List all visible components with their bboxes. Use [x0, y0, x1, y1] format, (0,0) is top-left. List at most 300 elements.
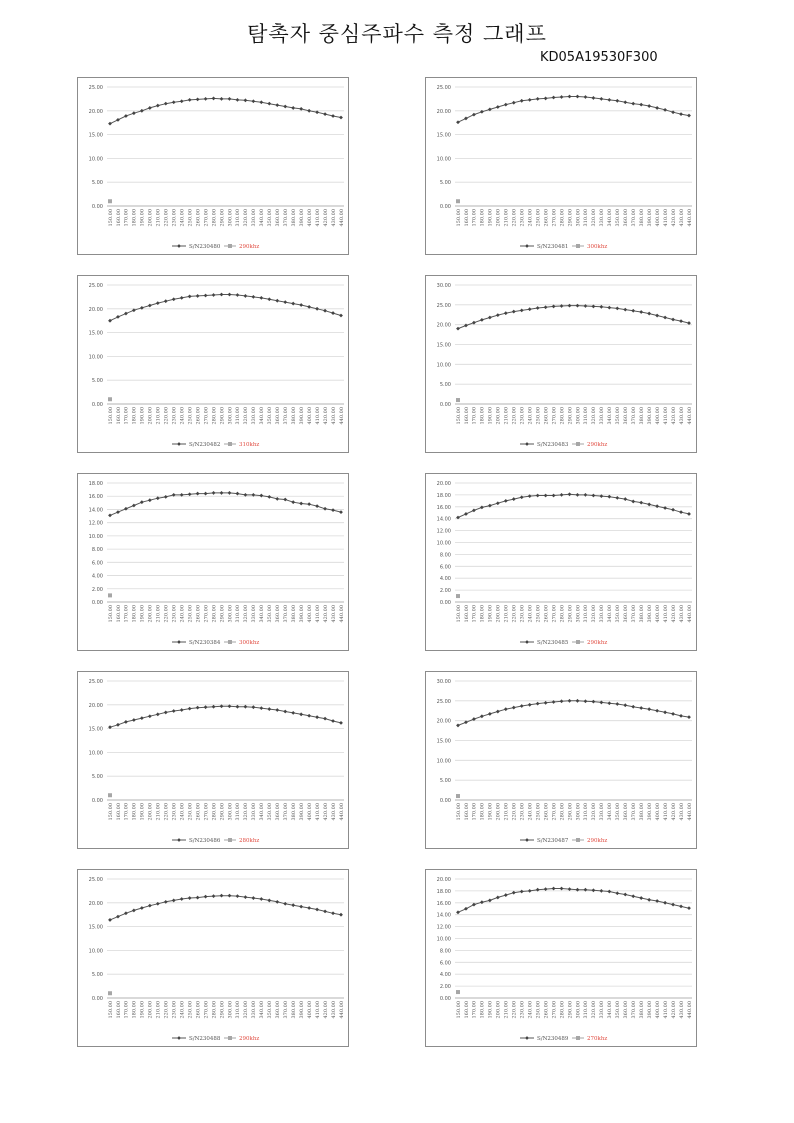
data-point: [196, 294, 200, 298]
x-tick-label: 250.00: [187, 803, 194, 821]
x-tick-label: 370.00: [631, 209, 638, 227]
data-point: [599, 97, 603, 101]
data-point: [544, 887, 548, 891]
data-point: [671, 508, 675, 512]
data-point: [299, 905, 303, 909]
x-tick-label: 430.00: [330, 803, 337, 821]
x-tick-label: 300.00: [227, 605, 234, 623]
x-tick-label: 240.00: [179, 605, 186, 623]
data-point: [504, 311, 508, 315]
x-tick-label: 400.00: [654, 605, 661, 623]
x-tick-label: 400.00: [654, 407, 661, 425]
data-point: [291, 302, 295, 306]
x-tick-label: 370.00: [283, 209, 290, 227]
data-point: [623, 100, 627, 104]
legend-ref-label: 290khz: [239, 244, 260, 250]
x-tick-label: 150.00: [107, 407, 114, 425]
data-point: [464, 907, 468, 911]
x-tick-label: 370.00: [283, 407, 290, 425]
x-tick-label: 240.00: [179, 1001, 186, 1019]
x-tick-label: 160.00: [463, 209, 470, 227]
x-tick-label: 390.00: [646, 803, 653, 821]
x-tick-label: 170.00: [123, 1001, 130, 1019]
x-tick-label: 250.00: [535, 209, 542, 227]
data-point: [655, 314, 659, 318]
data-point: [512, 706, 516, 710]
data-point: [655, 504, 659, 508]
x-tick-label: 170.00: [123, 407, 130, 425]
chart-6-svg: [426, 474, 698, 652]
x-tick-label: 210.00: [155, 1001, 162, 1019]
x-tick-label: 220.00: [511, 1001, 518, 1019]
data-point: [512, 497, 516, 501]
x-tick-label: 160.00: [115, 803, 122, 821]
x-tick-label: 260.00: [543, 803, 550, 821]
x-tick-label: 150.00: [107, 1001, 114, 1019]
x-tick-label: 400.00: [306, 407, 313, 425]
data-point: [592, 700, 596, 704]
x-tick-label: 230.00: [519, 1001, 526, 1019]
x-tick-label: 290.00: [567, 1001, 574, 1019]
y-tick-label: 20.00: [436, 481, 451, 487]
y-tick-label: 25.00: [436, 85, 451, 91]
data-point: [307, 109, 311, 113]
data-point: [472, 321, 476, 325]
data-point: [291, 711, 295, 715]
y-tick-label: 5.00: [91, 972, 103, 979]
data-point: [180, 99, 184, 103]
y-tick-label: 0.00: [91, 798, 103, 804]
x-tick-label: 150.00: [455, 605, 462, 623]
data-point: [520, 704, 524, 708]
chart-8: [425, 671, 697, 849]
x-tick-label: 300.00: [227, 1001, 234, 1019]
x-tick-label: 420.00: [322, 803, 329, 821]
x-tick-label: 240.00: [527, 803, 534, 821]
data-point: [196, 97, 200, 101]
x-tick-label: 190.00: [139, 1001, 146, 1019]
data-point: [212, 894, 216, 898]
y-tick-label: 6.00: [439, 960, 451, 967]
y-tick-label: 12.00: [436, 528, 451, 535]
y-tick-label: 15.00: [88, 924, 103, 931]
x-tick-label: 280.00: [559, 803, 566, 821]
x-tick-label: 410.00: [314, 407, 321, 425]
data-point: [124, 720, 128, 724]
legend-series-label: S/N230481: [537, 244, 569, 250]
data-point: [315, 504, 319, 508]
x-tick-label: 150.00: [107, 803, 114, 821]
data-point: [576, 304, 580, 308]
reference-point: [108, 593, 112, 597]
data-point: [204, 492, 208, 496]
x-tick-label: 170.00: [471, 407, 478, 425]
x-tick-label: 410.00: [314, 605, 321, 623]
x-tick-label: 340.00: [259, 803, 266, 821]
x-tick-label: 170.00: [123, 605, 130, 623]
x-tick-label: 370.00: [283, 605, 290, 623]
y-tick-label: 14.00: [88, 507, 103, 514]
data-point: [220, 894, 224, 898]
data-point: [599, 889, 603, 893]
legend-ref-marker: [576, 442, 580, 446]
x-tick-label: 200.00: [495, 803, 502, 821]
data-point: [132, 504, 136, 508]
x-tick-label: 380.00: [639, 1001, 646, 1019]
data-point: [339, 314, 343, 318]
data-point: [639, 501, 643, 505]
data-point: [124, 507, 128, 511]
data-point: [116, 915, 120, 919]
x-tick-label: 270.00: [551, 605, 558, 623]
x-tick-label: 160.00: [463, 1001, 470, 1019]
y-tick-label: 10.00: [436, 936, 451, 943]
data-point: [307, 714, 311, 718]
x-tick-label: 170.00: [471, 803, 478, 821]
y-tick-label: 12.00: [436, 924, 451, 931]
x-tick-label: 290.00: [567, 803, 574, 821]
data-point: [156, 104, 160, 108]
data-point: [339, 510, 343, 514]
x-tick-label: 240.00: [527, 1001, 534, 1019]
x-tick-label: 410.00: [662, 1001, 669, 1019]
legend-ref-marker: [228, 1036, 232, 1040]
x-tick-label: 420.00: [322, 605, 329, 623]
data-point: [456, 120, 460, 124]
data-point: [164, 495, 168, 499]
data-point: [480, 318, 484, 322]
data-point: [188, 492, 192, 496]
x-tick-label: 260.00: [195, 407, 202, 425]
x-tick-label: 440.00: [338, 209, 345, 227]
chart-9-svg: [78, 870, 350, 1048]
x-tick-label: 350.00: [615, 407, 622, 425]
data-point: [488, 712, 492, 716]
y-tick-label: 20.00: [436, 877, 451, 883]
x-tick-label: 320.00: [591, 209, 598, 227]
x-tick-label: 430.00: [678, 407, 685, 425]
data-point: [212, 705, 216, 709]
data-point: [544, 494, 548, 498]
x-tick-label: 310.00: [235, 605, 242, 623]
data-point: [544, 701, 548, 705]
x-tick-label: 360.00: [275, 407, 282, 425]
data-point: [655, 899, 659, 903]
x-tick-label: 230.00: [519, 605, 526, 623]
y-tick-label: 25.00: [436, 698, 451, 705]
x-tick-label: 250.00: [535, 803, 542, 821]
x-tick-label: 210.00: [503, 605, 510, 623]
x-tick-label: 430.00: [330, 605, 337, 623]
chart-5-svg: [78, 474, 350, 652]
data-point: [480, 714, 484, 718]
data-point: [323, 717, 327, 721]
x-tick-label: 210.00: [503, 209, 510, 227]
x-tick-label: 440.00: [686, 209, 693, 227]
x-tick-label: 200.00: [147, 407, 154, 425]
data-point: [663, 710, 667, 714]
x-tick-label: 390.00: [298, 209, 305, 227]
data-point: [552, 96, 556, 100]
series-line: [110, 706, 341, 727]
data-point: [331, 311, 335, 315]
x-tick-label: 200.00: [147, 209, 154, 227]
data-point: [148, 714, 152, 718]
x-tick-label: 330.00: [599, 803, 606, 821]
data-point: [251, 705, 255, 709]
x-tick-label: 370.00: [283, 1001, 290, 1019]
reference-point: [108, 397, 112, 401]
data-point: [592, 96, 596, 100]
x-tick-label: 370.00: [631, 1001, 638, 1019]
legend-ref-marker: [576, 1036, 580, 1040]
y-tick-label: 0.00: [439, 600, 451, 606]
data-point: [615, 702, 619, 706]
data-point: [607, 98, 611, 102]
x-tick-label: 350.00: [615, 803, 622, 821]
x-tick-label: 310.00: [235, 803, 242, 821]
data-point: [259, 706, 263, 710]
data-point: [291, 106, 295, 110]
x-tick-label: 380.00: [639, 803, 646, 821]
data-point: [607, 701, 611, 705]
y-tick-label: 5.00: [439, 778, 451, 785]
data-point: [647, 707, 651, 711]
x-tick-label: 360.00: [275, 605, 282, 623]
data-point: [679, 319, 683, 323]
x-tick-label: 350.00: [267, 407, 274, 425]
x-tick-label: 400.00: [654, 209, 661, 227]
data-point: [283, 710, 287, 714]
data-point: [520, 495, 524, 499]
y-tick-label: 15.00: [436, 738, 451, 745]
data-point: [568, 699, 572, 703]
x-tick-label: 270.00: [551, 209, 558, 227]
data-point: [679, 714, 683, 718]
x-tick-label: 410.00: [314, 209, 321, 227]
x-tick-label: 310.00: [583, 407, 590, 425]
x-tick-label: 330.00: [599, 605, 606, 623]
x-tick-label: 310.00: [583, 605, 590, 623]
x-tick-label: 240.00: [527, 209, 534, 227]
reference-point: [456, 199, 460, 203]
y-tick-label: 0.00: [91, 402, 103, 408]
legend-series-label: S/N230489: [537, 1036, 569, 1042]
data-point: [331, 114, 335, 118]
x-tick-label: 380.00: [291, 407, 298, 425]
x-tick-label: 440.00: [686, 803, 693, 821]
x-tick-label: 180.00: [131, 209, 138, 227]
data-point: [267, 495, 271, 499]
x-tick-label: 410.00: [662, 605, 669, 623]
data-point: [504, 893, 508, 897]
x-tick-label: 440.00: [338, 803, 345, 821]
x-tick-label: 290.00: [219, 209, 226, 227]
x-tick-label: 330.00: [599, 209, 606, 227]
y-tick-label: 10.00: [88, 354, 103, 361]
x-tick-label: 380.00: [291, 1001, 298, 1019]
x-tick-label: 280.00: [211, 803, 218, 821]
x-tick-label: 350.00: [267, 803, 274, 821]
y-tick-label: 5.00: [439, 382, 451, 389]
data-point: [204, 895, 208, 899]
legend-ref-marker: [576, 640, 580, 644]
x-tick-label: 300.00: [575, 803, 582, 821]
x-tick-label: 430.00: [678, 1001, 685, 1019]
x-tick-label: 430.00: [330, 407, 337, 425]
data-point: [307, 906, 311, 910]
data-point: [504, 103, 508, 107]
data-point: [132, 909, 136, 913]
x-tick-label: 310.00: [583, 803, 590, 821]
y-tick-label: 20.00: [88, 900, 103, 907]
data-point: [496, 896, 500, 900]
x-tick-label: 260.00: [195, 605, 202, 623]
data-point: [663, 901, 667, 905]
x-tick-label: 320.00: [243, 1001, 250, 1019]
data-point: [456, 724, 460, 728]
x-tick-label: 160.00: [463, 803, 470, 821]
x-tick-label: 220.00: [163, 209, 170, 227]
y-tick-label: 10.00: [88, 533, 103, 540]
x-tick-label: 400.00: [306, 803, 313, 821]
x-tick-label: 270.00: [203, 1001, 210, 1019]
x-tick-label: 170.00: [471, 209, 478, 227]
data-point: [108, 918, 112, 922]
data-point: [228, 894, 232, 898]
y-tick-label: 4.00: [439, 576, 451, 583]
x-tick-label: 390.00: [646, 407, 653, 425]
x-tick-label: 350.00: [267, 1001, 274, 1019]
x-tick-label: 150.00: [455, 407, 462, 425]
x-tick-label: 340.00: [259, 209, 266, 227]
data-point: [148, 106, 152, 110]
x-tick-label: 410.00: [662, 407, 669, 425]
y-tick-label: 20.00: [436, 108, 451, 115]
data-point: [132, 111, 136, 115]
y-tick-label: 25.00: [88, 85, 103, 91]
x-tick-label: 280.00: [559, 1001, 566, 1019]
data-point: [259, 100, 263, 104]
x-tick-label: 260.00: [543, 407, 550, 425]
data-point: [504, 707, 508, 711]
x-tick-label: 160.00: [463, 605, 470, 623]
x-tick-label: 390.00: [298, 803, 305, 821]
data-point: [259, 296, 263, 300]
x-tick-label: 270.00: [551, 1001, 558, 1019]
legend-ref-label: 270khz: [587, 1036, 608, 1042]
x-tick-label: 440.00: [338, 1001, 345, 1019]
data-point: [148, 498, 152, 502]
data-point: [220, 293, 224, 297]
y-tick-label: 12.00: [88, 520, 103, 527]
chart-7: [77, 671, 349, 849]
data-point: [528, 307, 532, 311]
data-point: [655, 709, 659, 713]
x-tick-label: 230.00: [171, 407, 178, 425]
data-point: [275, 497, 279, 501]
x-tick-label: 170.00: [123, 803, 130, 821]
legend-series-marker: [177, 1036, 181, 1040]
x-tick-label: 400.00: [306, 1001, 313, 1019]
x-tick-label: 310.00: [583, 1001, 590, 1019]
x-tick-label: 150.00: [455, 803, 462, 821]
x-tick-label: 200.00: [147, 605, 154, 623]
x-tick-label: 270.00: [551, 803, 558, 821]
data-point: [228, 293, 232, 297]
x-tick-label: 230.00: [171, 209, 178, 227]
legend-ref-label: 300khz: [239, 640, 260, 646]
data-point: [116, 510, 120, 514]
y-tick-label: 6.00: [439, 564, 451, 571]
data-point: [671, 903, 675, 907]
x-tick-label: 210.00: [503, 407, 510, 425]
data-point: [339, 721, 343, 725]
y-tick-label: 15.00: [88, 132, 103, 139]
x-tick-label: 210.00: [155, 209, 162, 227]
data-point: [188, 295, 192, 299]
x-tick-label: 210.00: [503, 1001, 510, 1019]
x-tick-label: 220.00: [163, 605, 170, 623]
x-tick-label: 270.00: [551, 407, 558, 425]
x-tick-label: 340.00: [259, 407, 266, 425]
data-point: [615, 891, 619, 895]
x-tick-label: 400.00: [654, 803, 661, 821]
legend-series-label: S/N230482: [189, 442, 221, 448]
x-tick-label: 340.00: [259, 605, 266, 623]
x-tick-label: 280.00: [559, 209, 566, 227]
x-tick-label: 370.00: [631, 605, 638, 623]
data-point: [472, 903, 476, 907]
data-point: [679, 112, 683, 116]
data-point: [196, 706, 200, 710]
data-point: [647, 104, 651, 108]
data-point: [323, 507, 327, 511]
chart-1: [77, 77, 349, 255]
x-tick-label: 430.00: [330, 1001, 337, 1019]
x-tick-label: 410.00: [662, 209, 669, 227]
x-tick-label: 210.00: [155, 803, 162, 821]
data-point: [655, 106, 659, 110]
data-point: [275, 299, 279, 303]
data-point: [488, 316, 492, 320]
data-point: [631, 500, 635, 504]
y-tick-label: 15.00: [436, 342, 451, 349]
legend-series-marker: [177, 838, 181, 842]
y-tick-label: 5.00: [91, 378, 103, 385]
legend-series-marker: [525, 442, 529, 446]
chart-6: [425, 473, 697, 651]
data-point: [560, 95, 564, 99]
x-tick-label: 320.00: [243, 407, 250, 425]
y-tick-label: 15.00: [88, 330, 103, 337]
data-point: [520, 99, 524, 103]
x-tick-label: 190.00: [487, 803, 494, 821]
data-point: [204, 294, 208, 298]
x-tick-label: 350.00: [267, 209, 274, 227]
data-point: [116, 118, 120, 122]
data-point: [315, 307, 319, 311]
x-tick-label: 360.00: [623, 209, 630, 227]
data-point: [156, 301, 160, 305]
data-point: [148, 304, 152, 308]
data-point: [204, 97, 208, 101]
series-line: [458, 97, 689, 123]
y-tick-label: 14.00: [436, 912, 451, 919]
x-tick-label: 440.00: [686, 605, 693, 623]
reference-point: [456, 990, 460, 994]
legend-series-label: S/N230384: [189, 640, 221, 646]
